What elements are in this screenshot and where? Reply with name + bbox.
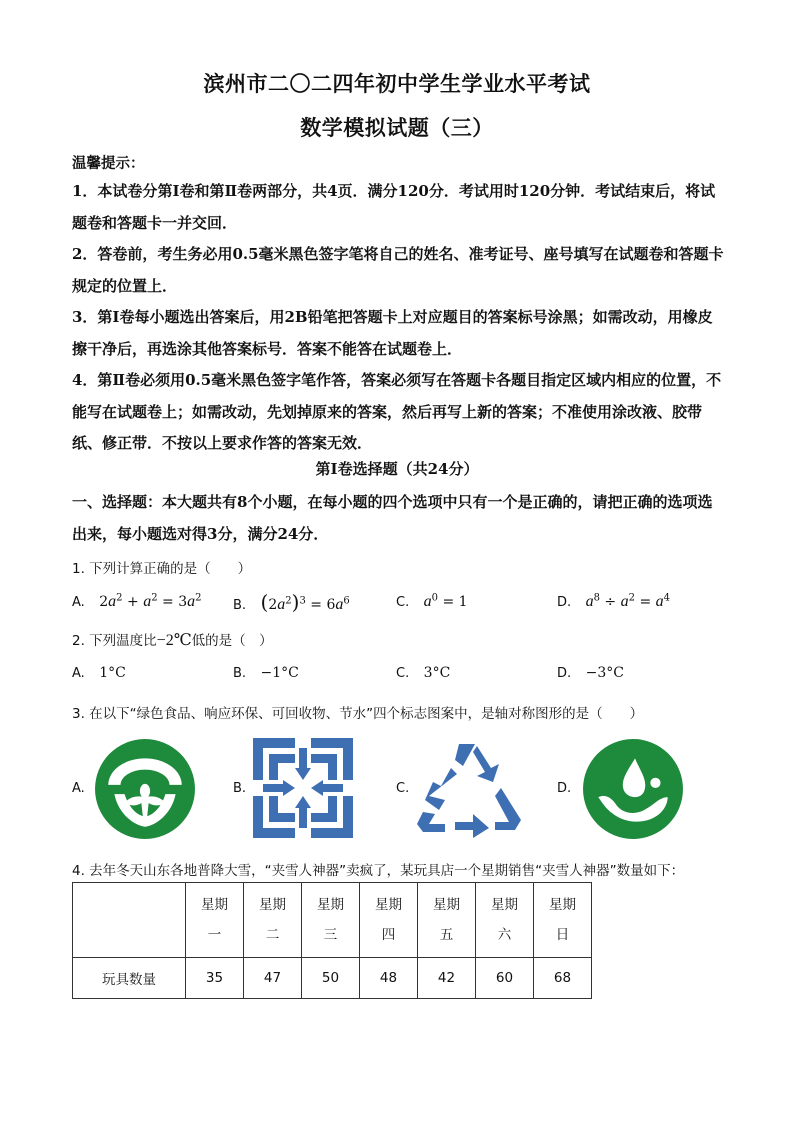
table-cell: 42 [418, 958, 476, 999]
table-header-day [360, 883, 418, 958]
option-label: B. [233, 666, 247, 681]
day-value: 日 [555, 927, 570, 943]
table-cell: 35 [186, 958, 244, 999]
question-3-stem: 3. 在以下“绿色食品、响应环保、可回收物、节水”四个标志图案中，是轴对称图形的是（ ） [72, 706, 644, 722]
question-3-option-b-label: B. [233, 781, 247, 796]
option-label: C. [396, 666, 410, 681]
notice-item-4: 4．第Ⅱ卷必须用0.5毫米黑色签字笔作答，答案必须写在答题卡各题目指定区域内相应的位置，不能写在试题卷上；如需改动，先划掉原来的答案，然后再写上新的答案；不准使用涂改液、胶带纸、修正带．不按以上要求作答的答案无效． [72, 371, 722, 452]
day-label: 星期 [433, 897, 460, 913]
table-cell: 50 [302, 958, 360, 999]
notice-list [72, 176, 727, 460]
day-label: 星期 [201, 897, 228, 913]
question-2-option-c[interactable] [396, 665, 450, 681]
table-row-label: 玩具数量 [73, 958, 186, 999]
table-header-day [244, 883, 302, 958]
question-2-option-a[interactable] [72, 665, 126, 681]
day-label: 星期 [491, 897, 518, 913]
formula: $a^0 = 1$ [423, 592, 468, 610]
table-row [73, 958, 592, 999]
notice-item-2: 2．答卷前，考生务必用0.5毫米黑色签字笔将自己的姓名、准考证号、座号填写在试题卷和答题卡规定的位置上． [72, 245, 724, 295]
stem-text: 2. 下列温度比 [72, 633, 157, 649]
formula: $2a^2 + a^2 = 3a^2$ [99, 592, 202, 610]
day-label: 星期 [375, 897, 402, 913]
table-header-blank [73, 883, 186, 958]
table-cell: 60 [476, 958, 534, 999]
question-1-option-a[interactable] [72, 592, 201, 611]
notice-heading: 温馨提示： [72, 155, 145, 172]
table-header-day [476, 883, 534, 958]
question-1-option-c[interactable] [396, 592, 468, 611]
option-label: D. [557, 594, 572, 610]
sales-table [72, 882, 592, 999]
formula: $(2a^2)^3 = 6a^6$ [260, 590, 350, 614]
question-1-stem: 1. 下列计算正确的是（ ） [72, 561, 252, 577]
question-1-option-d[interactable] [557, 592, 670, 611]
question-3-option-d-label: D. [557, 781, 572, 796]
table-header-day [418, 883, 476, 958]
notice-item-3: 3．第Ⅰ卷每小题选出答案后，用2B铅笔把答题卡上对应题目的答案标号涂黑；如需改动，用橡皮擦干净后，再选涂其他答案标号．答案不能答在试题卷上． [72, 308, 713, 358]
question-1-option-b[interactable] [233, 590, 350, 614]
day-value: 四 [381, 927, 396, 943]
question-3-option-a-label: A. [72, 781, 85, 796]
environment-logo-icon[interactable] [253, 738, 353, 838]
table-cell: 48 [360, 958, 418, 999]
green-food-logo-icon[interactable] [94, 738, 196, 840]
day-value: 三 [323, 927, 338, 943]
exam-subtitle: 数学模拟试题（三） [300, 115, 494, 140]
option-value: −1°C [260, 665, 299, 681]
option-value: −3°C [585, 665, 624, 681]
day-label: 星期 [317, 897, 344, 913]
part-intro: 一、选择题：本大题共有8个小题，在每小题的四个选项中只有一个是正确的，请把正确的选项选出来，每小题选对得3分，满分24分． [72, 493, 713, 543]
option-label: C. [396, 594, 410, 610]
table-header-day [302, 883, 360, 958]
exam-title: 滨州市二〇二四年初中学生学业水平考试 [203, 71, 591, 96]
table-cell: 47 [244, 958, 302, 999]
day-value: 一 [207, 927, 222, 943]
stem-text: 低的是（ ） [191, 633, 273, 649]
option-value: 1°C [99, 665, 126, 681]
table-header-row [73, 883, 592, 958]
section-title: 第Ⅰ卷选择题（共24分） [315, 460, 479, 478]
water-saving-logo-icon[interactable] [581, 738, 685, 840]
stem-temperature: −2℃ [156, 632, 192, 649]
day-value: 五 [439, 927, 454, 943]
option-label: B. [233, 598, 247, 613]
option-label: D. [557, 666, 572, 681]
day-value: 二 [265, 927, 280, 943]
option-label: A. [72, 666, 85, 681]
question-2-option-b[interactable] [233, 665, 299, 681]
notice-item-1: 1．本试卷分第Ⅰ卷和第Ⅱ卷两部分，共4页．满分120分．考试用时120分钟．考试结束后，将试题卷和答题卡一并交回． [72, 182, 716, 232]
option-value: 3°C [423, 665, 451, 681]
day-label: 星期 [259, 897, 286, 913]
day-value: 六 [497, 927, 512, 943]
option-label: A. [72, 594, 85, 610]
formula: $a^8 \div a^2 = a^4$ [585, 592, 671, 610]
question-4-stem: 4. 去年冬天山东各地普降大雪，“夹雪人神器”卖疯了，某玩具店一个星期销售“夹雪人神器”数量如下： [72, 863, 685, 879]
table-cell: 68 [534, 958, 592, 999]
question-3-option-c-label: C. [396, 781, 410, 796]
recycle-logo-icon[interactable] [415, 738, 527, 838]
table-header-day [534, 883, 592, 958]
question-2-stem [72, 629, 273, 650]
question-2-option-d[interactable] [557, 665, 624, 681]
day-label: 星期 [549, 897, 576, 913]
table-header-day [186, 883, 244, 958]
